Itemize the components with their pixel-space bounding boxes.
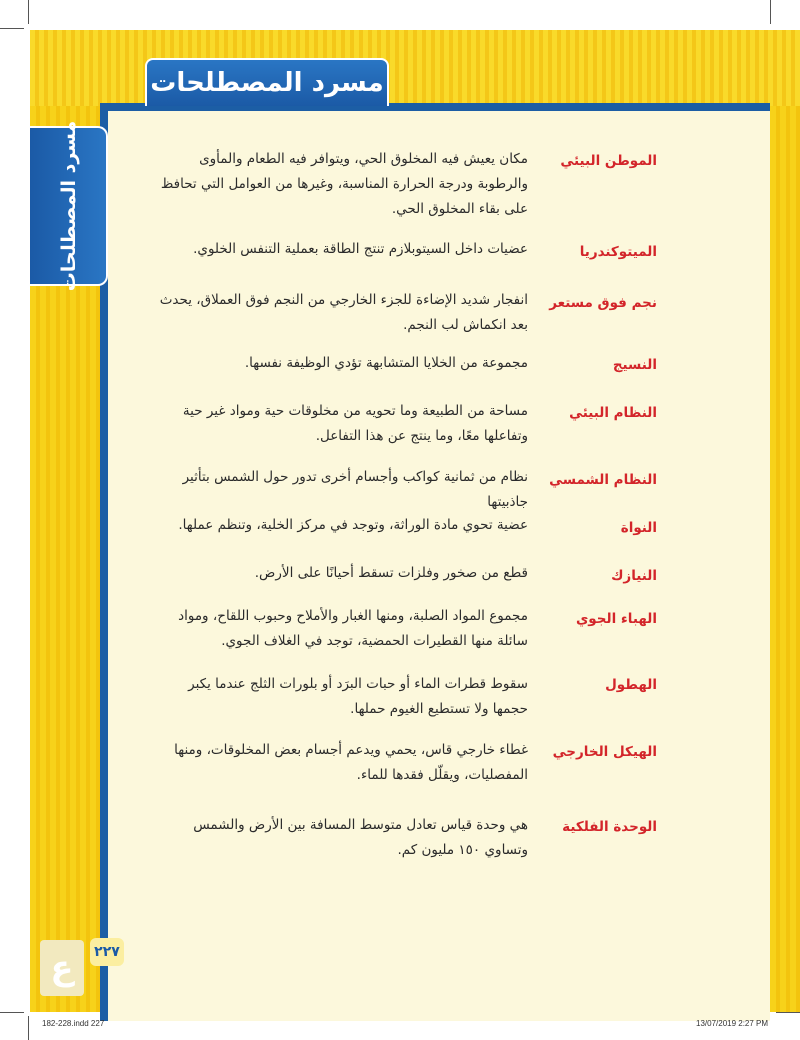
footer-timestamp: 13/07/2019 2:27 PM xyxy=(696,1019,769,1028)
glossary-term: الموطن البيئي xyxy=(560,153,657,169)
glossary-term: النظام الشمسي xyxy=(549,472,657,488)
glossary-term: النسيج xyxy=(612,357,657,373)
glossary-definition: غطاء خارجي قاس، يحمي ويدعم أجسام بعض المخلوقات، ومنها المفصليات، ويقلّل فقدها للماء. xyxy=(174,742,528,783)
crop-mark xyxy=(28,0,29,24)
footer-filename: 182-228.indd 227 xyxy=(42,1019,105,1028)
page-title: مسرد المصطلحات xyxy=(145,58,389,106)
glossary-term: الهيكل الخارجي xyxy=(552,744,657,760)
glossary-term: النواة xyxy=(620,520,657,536)
glossary-definition: مجموع المواد الصلبة، ومنها الغبار والأملاح وحبوب اللقاح، ومواد سائلة منها القطيرات الحمضية، توجد في الغلاف الجوي. xyxy=(178,608,528,649)
glossary-term: النظام البيئي xyxy=(569,405,657,421)
glossary-definition: مساحة من الطبيعة وما تحويه من مخلوقات حية ومواد غير حية وتفاعلها معًا، وما ينتج عن هذا التفاعل. xyxy=(182,403,528,444)
page-number: ٢٢٧ xyxy=(90,938,124,966)
glossary-definition: مجموعة من الخلايا المتشابهة تؤدي الوظيفة نفسها. xyxy=(244,355,528,371)
crop-mark xyxy=(776,1012,800,1013)
crop-mark xyxy=(28,1016,29,1040)
glossary-definition: عضية تحوي مادة الوراثة، وتوجد في مركز الخلية، وتنظم عملها. xyxy=(178,517,528,533)
glossary-term: الهطول xyxy=(605,677,657,693)
crop-mark xyxy=(0,1012,24,1013)
glossary-term: الميتوكندريا xyxy=(579,244,657,260)
glossary-term: الوحدة الفلكية xyxy=(562,819,657,835)
glossary-term: الهباء الجوي xyxy=(575,611,657,627)
crop-mark xyxy=(0,28,24,29)
publisher-logo-icon: ع xyxy=(40,940,84,996)
glossary-definition: سقوط قطرات الماء أو حبات البرَد أو بلورات الثلج عندما يكبر حجمها ولا تستطيع الغيوم حملها. xyxy=(188,676,528,717)
glossary-definition: قطع من صخور وفلزات تسقط أحيانًا على الأرض. xyxy=(254,565,528,581)
glossary-definition: نظام من ثمانية كواكب وأجسام أخرى تدور حول الشمس بتأثير جاذبيتها xyxy=(182,469,528,510)
side-section-label: مسرد المصطلحات xyxy=(58,120,80,292)
crop-mark xyxy=(770,0,771,24)
glossary-definition: انفجار شديد الإضاءة للجزء الخارجي من النجم فوق العملاق، يحدث بعد انكماش لب النجم. xyxy=(159,292,528,333)
glossary-definition: مكان يعيش فيه المخلوق الحي، ويتوافر فيه الطعام والمأوى والرطوبة ودرجة الحرارة المناسبة، وغيرها من العوامل التي تحافظ على بقاء المخلوق الحي. xyxy=(160,151,528,217)
glossary-term: نجم فوق مستعر xyxy=(549,295,657,311)
glossary-definition: عضيات داخل السيتوبلازم تنتج الطاقة بعملية التنفس الخلوي. xyxy=(193,241,528,257)
glossary-term: النيازك xyxy=(611,568,657,584)
glossary-definition: هي وحدة قياس تعادل متوسط المسافة بين الأرض والشمس وتساوي ١٥٠ مليون كم. xyxy=(193,817,528,858)
